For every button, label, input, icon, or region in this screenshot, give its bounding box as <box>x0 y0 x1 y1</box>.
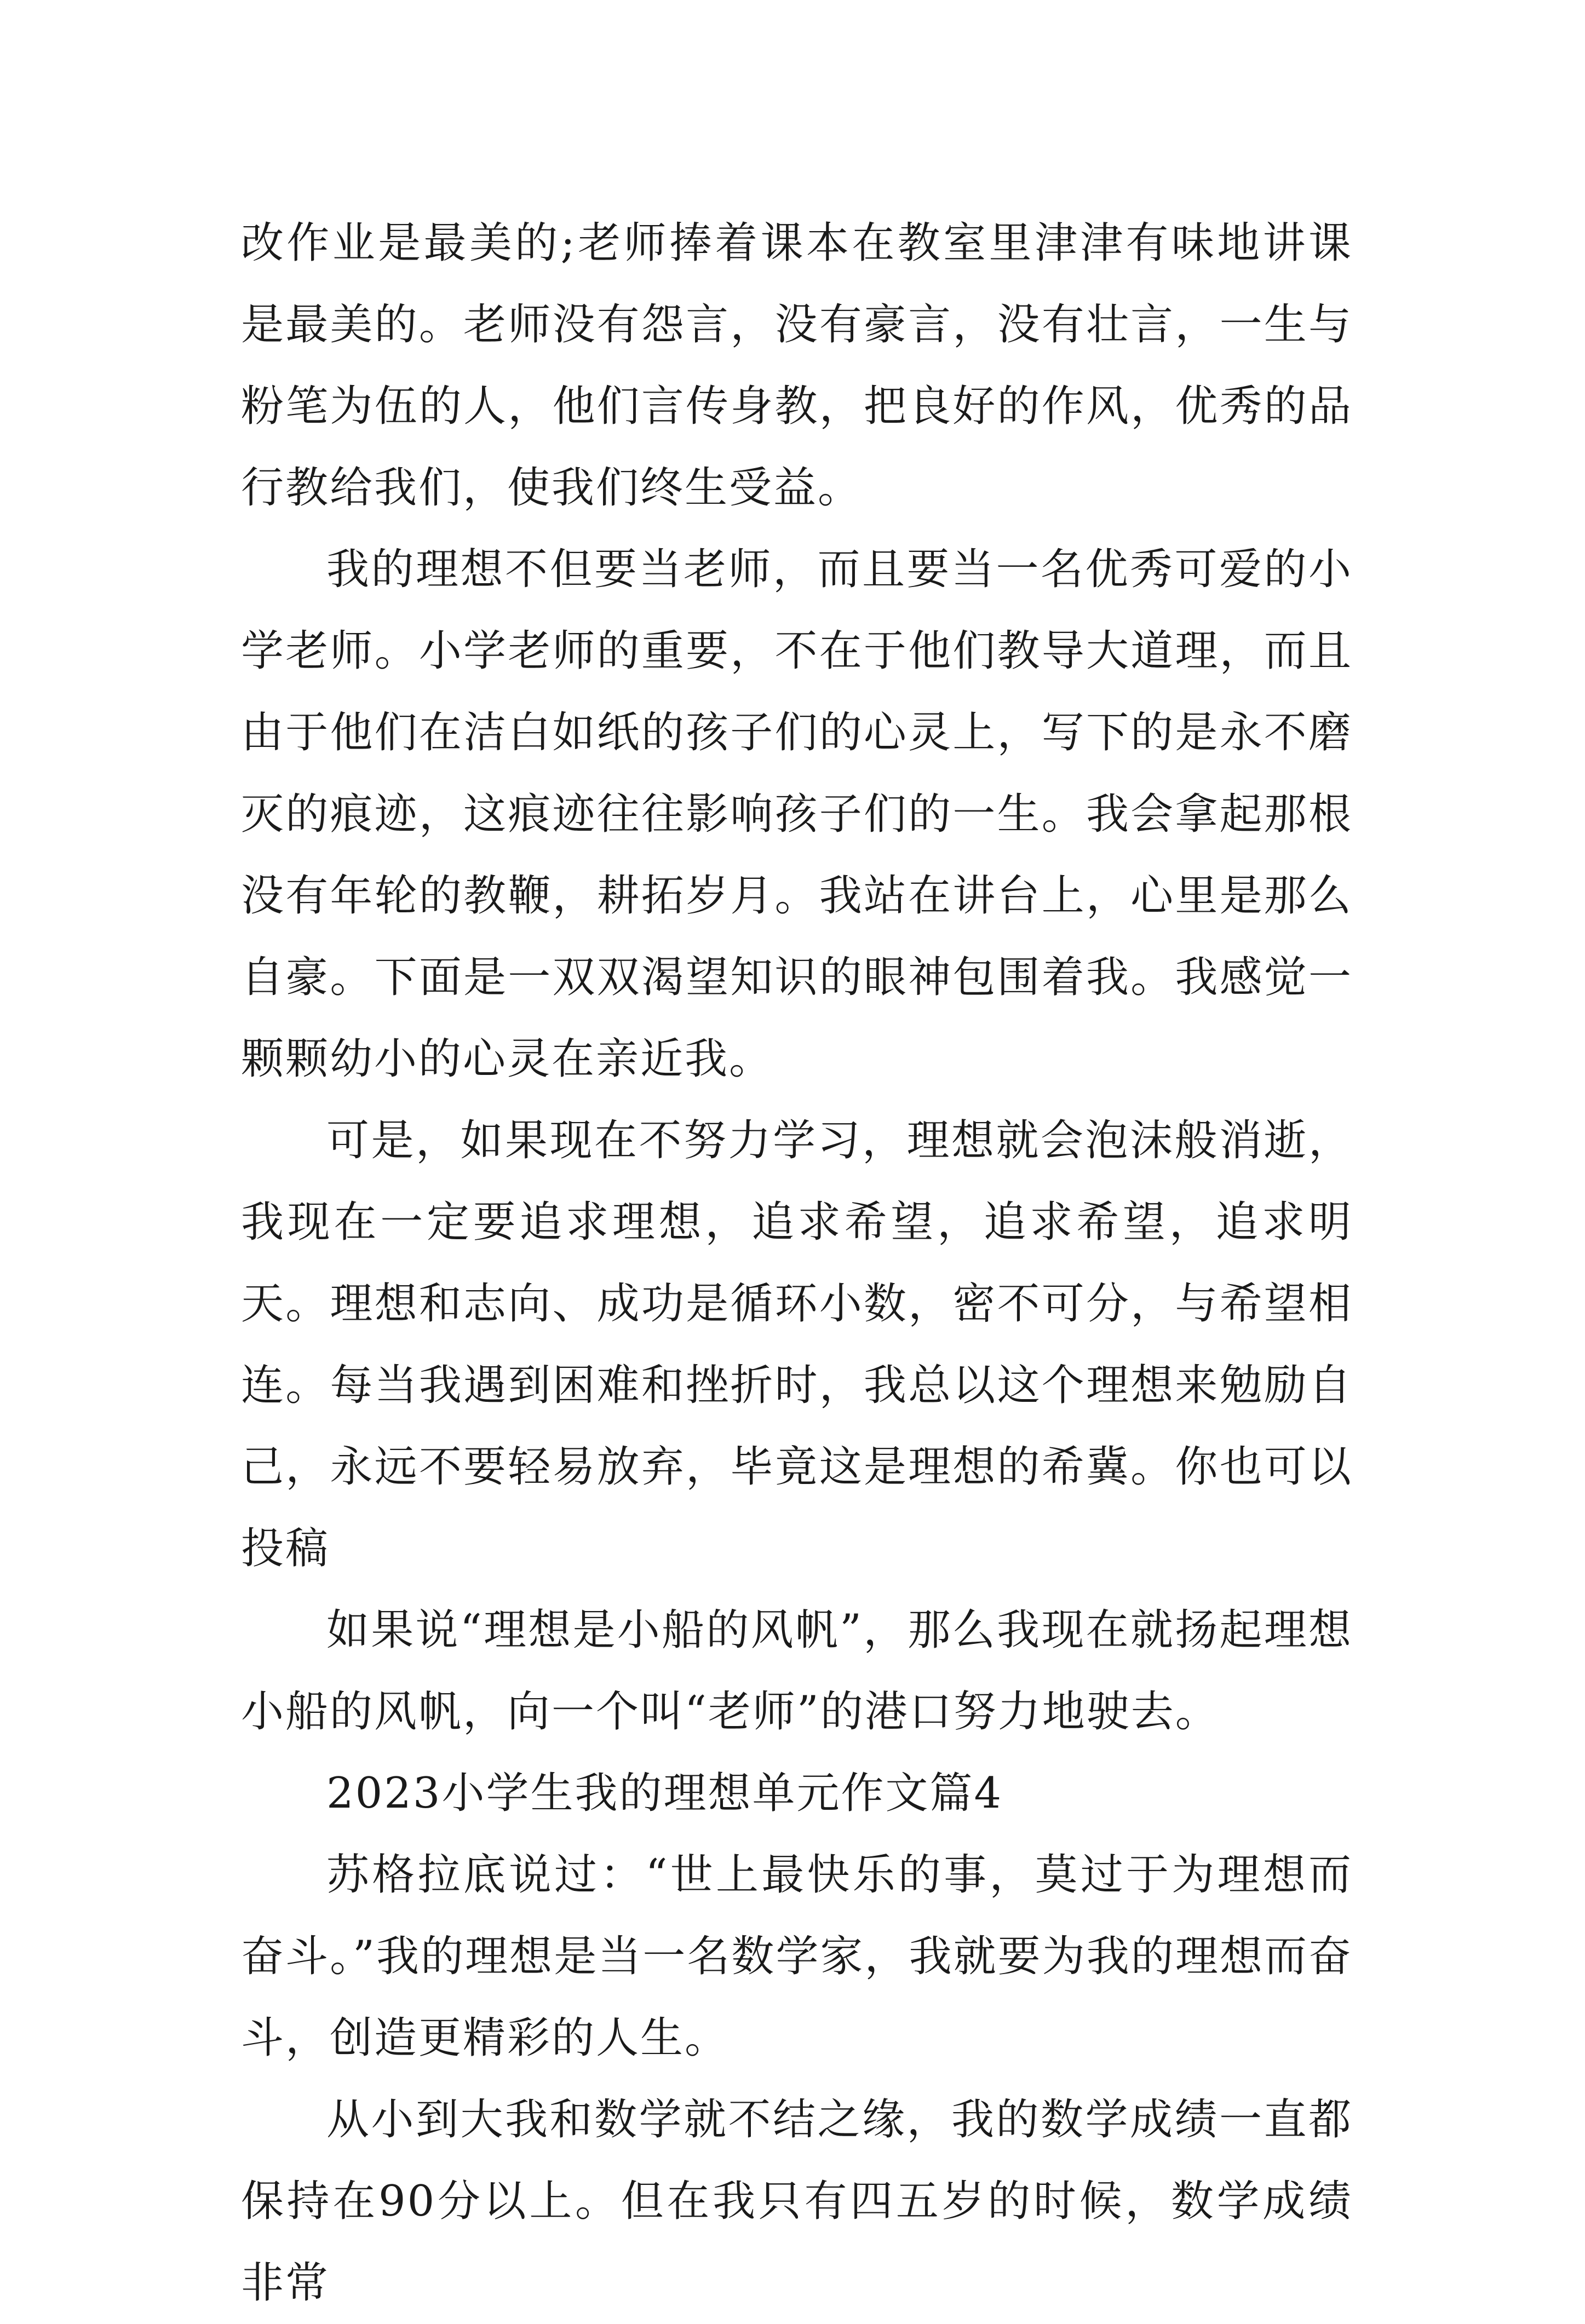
paragraph-sail-metaphor: 如果说“理想是小船的风帆”，那么我现在就扬起理想小船的风帆，向一个叫“老师”的港口努力地驶去。 <box>241 1606 1353 1736</box>
paragraph-pursue-ideal: 可是，如果现在不努力学习，理想就会泡沫般消逝，我现在一定要追求理想，追求希望，追求希望，追求明天。理想和志向、成功是循环小数，密不可分，与希望相连。每当我遇到困难和挫折时，我总以这个理想来勉励自己，永远不要轻易放弃，毕竟这是理想的希冀。你也可以投稿 <box>241 1116 1353 1573</box>
paragraph-math-childhood: 从小到大我和数学就不结之缘，我的数学成绩一直都保持在90分以上。但在我只有四五岁的时候，数学成绩非常 <box>241 2095 1353 2308</box>
article-body <box>241 203 1353 2324</box>
paragraph-continuation: 改作业是最美的;老师捧着课本在教室里津津有味地讲课是最美的。老师没有怨言，没有豪言，没有壮言，一生与粉笔为伍的人，他们言传身教，把良好的作风，优秀的品行教给我们，使我们终生受益。 <box>241 218 1353 513</box>
paragraph-socrates-quote: 苏格拉底说过：“世上最快乐的事，莫过于为理想而奋斗。”我的理想是当一名数学家，我就要为我的理想而奋斗，创造更精彩的人生。 <box>241 1850 1353 2063</box>
paragraph-teacher-ideal: 我的理想不但要当老师，而且要当一名优秀可爱的小学老师。小学老师的重要，不在于他们教导大道理，而且由于他们在洁白如纸的孩子们的心灵上，写下的是永不磨灭的痕迹，这痕迹往往影响孩子们的一生。我会拿起那根没有年轮的教鞭，耕拓岁月。我站在讲台上，心里是那么自豪。下面是一双双渴望知识的眼神包围着我。我感觉一颗颗幼小的心灵在亲近我。 <box>241 545 1353 1084</box>
section-heading: 2023小学生我的理想单元作文篇4 <box>326 1769 1003 1818</box>
